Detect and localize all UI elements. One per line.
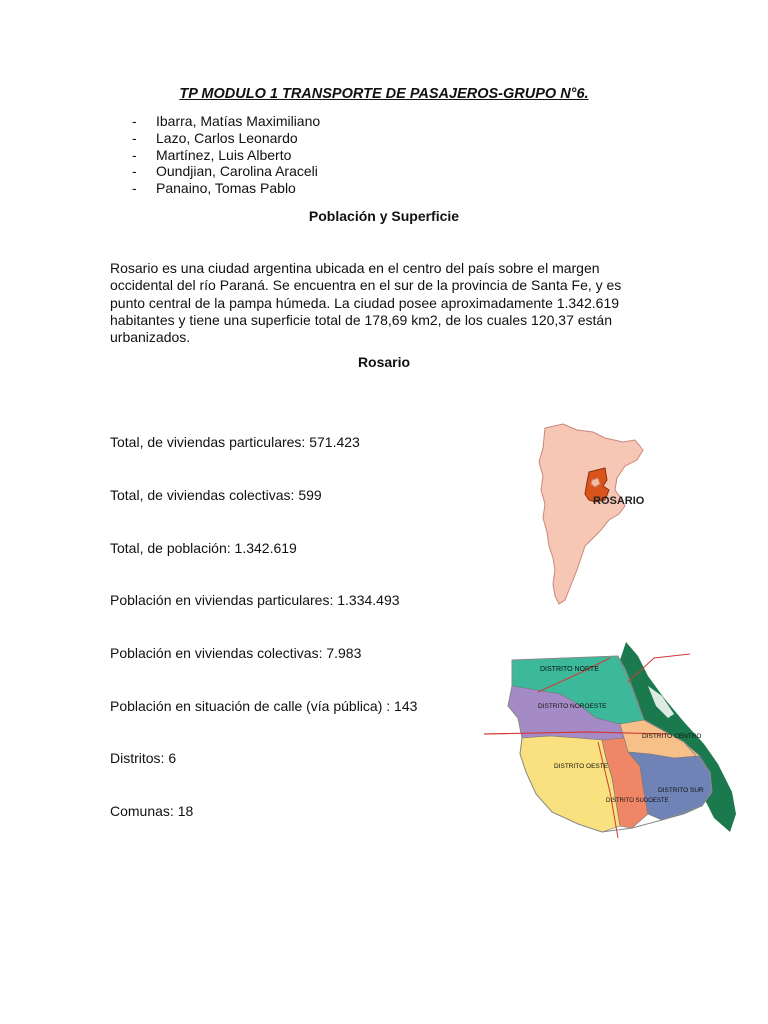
member-name: Oundjian, Carolina Araceli: [156, 163, 318, 180]
list-marker: -: [132, 129, 137, 146]
stat-line: Total, de población: 1.342.619: [110, 540, 297, 556]
intro-paragraph: Rosario es una ciudad argentina ubicada en el centro del país sobre el margen occidental del río Paraná. Se encuentra en el sur de la provincia de Santa Fe, y es punto central de la pampa húmeda. La ciudad posee aproximadamente 1.342.619 habitantes y tiene una superficie total de 178,69 km2, de los cuales 120,37 están urbanizados.: [110, 260, 622, 346]
list-marker: -: [132, 180, 137, 197]
list-marker: -: [132, 113, 137, 129]
argentina-locator-map: [525, 420, 655, 610]
list-item: [132, 180, 320, 197]
document-title: TP MODULO 1 TRANSPORTE DE PASAJEROS-GRUPO N°6.: [179, 86, 589, 102]
list-marker: -: [132, 163, 137, 180]
member-name: Ibarra, Matías Maximiliano: [156, 113, 321, 129]
stat-line: Población en viviendas colectivas: 7.983: [110, 645, 362, 661]
member-name: Martínez, Luis Alberto: [156, 146, 292, 163]
list-item: [132, 113, 320, 130]
member-list: [132, 113, 320, 197]
stat-line: Población en situación de calle (vía pública) : 143: [110, 698, 418, 714]
rosario-map-label: ROSARIO: [593, 495, 645, 507]
stat-line: Distritos: 6: [110, 750, 177, 766]
list-item: [132, 130, 320, 147]
district-sudoeste-label: DISTRITO SUDOESTE: [606, 798, 669, 804]
stat-line: Total, de viviendas particulares: 571.423: [110, 434, 360, 450]
section-heading: Población y Superficie: [308, 208, 460, 224]
stat-line: Total, de viviendas colectivas: 599: [110, 487, 322, 503]
subheading-rosario: Rosario: [357, 354, 411, 370]
list-item: [132, 163, 320, 180]
district-noroeste-label: DISTRITO NOROESTE: [538, 703, 607, 710]
district-norte-label: DISTRITO NORTE: [540, 666, 599, 673]
list-item: [132, 147, 320, 164]
stat-line: Población en viviendas particulares: 1.334.493: [110, 592, 400, 608]
rosario-districts-map: [478, 642, 736, 840]
district-sur-label: DISTRITO SUR: [658, 787, 704, 794]
list-marker: -: [132, 146, 137, 163]
argentina-shape: [539, 424, 643, 604]
member-name: Lazo, Carlos Leonardo: [156, 129, 298, 146]
district-centro-label: DISTRITO CENTRO: [642, 733, 702, 740]
member-name: Panaino, Tomas Pablo: [156, 180, 296, 197]
district-oeste-label: DISTRITO OESTE: [554, 763, 609, 770]
stat-line: Comunas: 18: [110, 803, 194, 819]
